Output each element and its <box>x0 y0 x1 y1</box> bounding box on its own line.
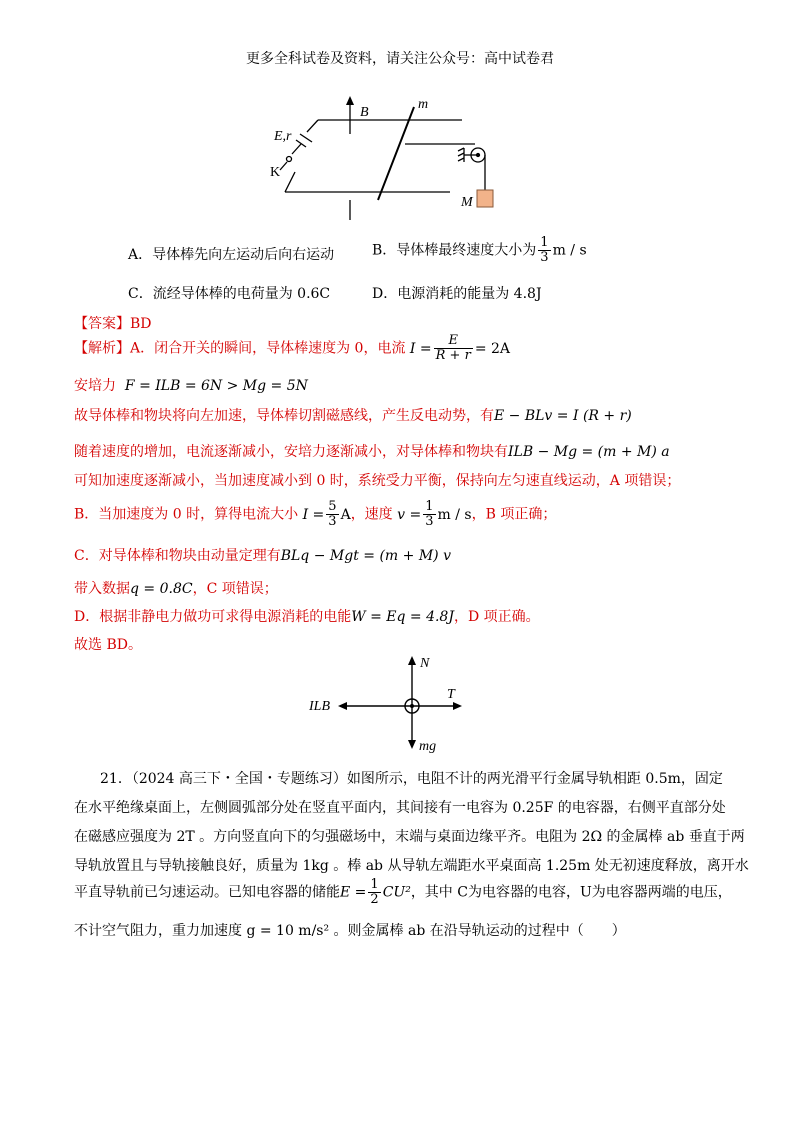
answer-line: 【答案】BD <box>74 316 152 332</box>
analysis-line-2: 安培力 F = ILB = 6N > Mg = 5N <box>74 378 308 394</box>
question-line-2: 在水平绝缘桌面上，左侧圆弧部分处在竖直平面内，其间接有一电容为 0.25F 的电容器，右侧平直部分处 <box>74 800 726 816</box>
analysis-line-4: 随着速度的增加，电流逐渐减小，安培力逐渐减小，对导体棒和物块有ILB − Mg = (m + M) a <box>74 444 670 460</box>
option-a: A．导体棒先向左运动后向右运动 <box>128 247 335 263</box>
label-m: m <box>418 97 429 112</box>
force-label-mg: mg <box>419 739 437 754</box>
force-label-T: T <box>447 687 455 702</box>
page-header: 更多全科试卷及资料，请关注公众号：高中试卷君 <box>246 51 554 67</box>
question-line-3: 在磁感应强度为 2T 。方向竖直向下的匀强磁场中，末端与桌面边缘平齐。电阻为 2Ω 的金属棒 ab 垂直于两 <box>74 829 745 845</box>
analysis-line-3: 故导体棒和物块将向左加速，导体棒切割磁感线，产生反电动势，有E − BLv = I (R + r) <box>74 408 632 424</box>
analysis-line-9: D．根据非静电力做功可求得电源消耗的电能W = Eq = 4.8J，D 项正确。 <box>74 609 540 625</box>
analysis-line-5: 可知加速度逐渐减小，当加速度减小到 0 时，系统受力平衡，保持向左匀速直线运动，A 项错误； <box>74 473 681 489</box>
label-K: K <box>270 165 281 180</box>
option-b: B．导体棒最终速度大小为 $\frac{1}{3}$ m / s <box>372 235 587 265</box>
question-line-5: 平直导轨前已匀速运动。已知电容器的储能E = $\frac{1}{2}$ CU²，其中 C为电容器的电容，U为电容器两端的电压， <box>74 877 732 907</box>
analysis-line-10: 故选 BD。 <box>74 637 142 653</box>
force-label-ILB: ILB <box>309 699 330 714</box>
question-line-6: 不计空气阻力，重力加速度 g = 10 m/s² 。则金属棒 ab 在沿导轨运动的过程中（ ） <box>74 923 626 939</box>
analysis-line-7: C．对导体棒和物块由动量定理有BLq − Mgt = (m + M) v <box>74 548 451 564</box>
circuit-diagram <box>260 92 510 222</box>
option-c: C．流经导体棒的电荷量为 0.6C <box>128 286 331 302</box>
question-line-4: 导轨放置且与导轨接触良好，质量为 1kg 。棒 ab 从导轨左端距水平桌面高 1.25m 处无初速度释放，离开水 <box>74 858 749 874</box>
question-line-1: 21．（2024 高三下・全国・专题练习）如图所示，电阻不计的两光滑平行金属导轨相距 0.5m，固定 <box>100 771 723 787</box>
analysis-line-1: 【解析】A．闭合开关的瞬间，导体棒速度为 0，电流 I = $\frac{E}{R + r}$ = 2A <box>74 333 511 363</box>
option-d: D．电源消耗的能量为 4.8J <box>372 286 542 302</box>
label-Er: E,r <box>274 129 292 144</box>
force-label-N: N <box>420 656 430 671</box>
label-M: M <box>461 195 473 210</box>
analysis-line-6: B．当加速度为 0 时，算得电流大小 I = $\frac{5}{3}$ A，速度 v = $\frac{1}{3}$ m / s，B 项正确； <box>74 499 557 529</box>
force-diagram <box>305 650 475 760</box>
analysis-line-8: 带入数据q = 0.8C，C 项错误； <box>74 581 278 597</box>
label-B: B <box>360 105 369 120</box>
